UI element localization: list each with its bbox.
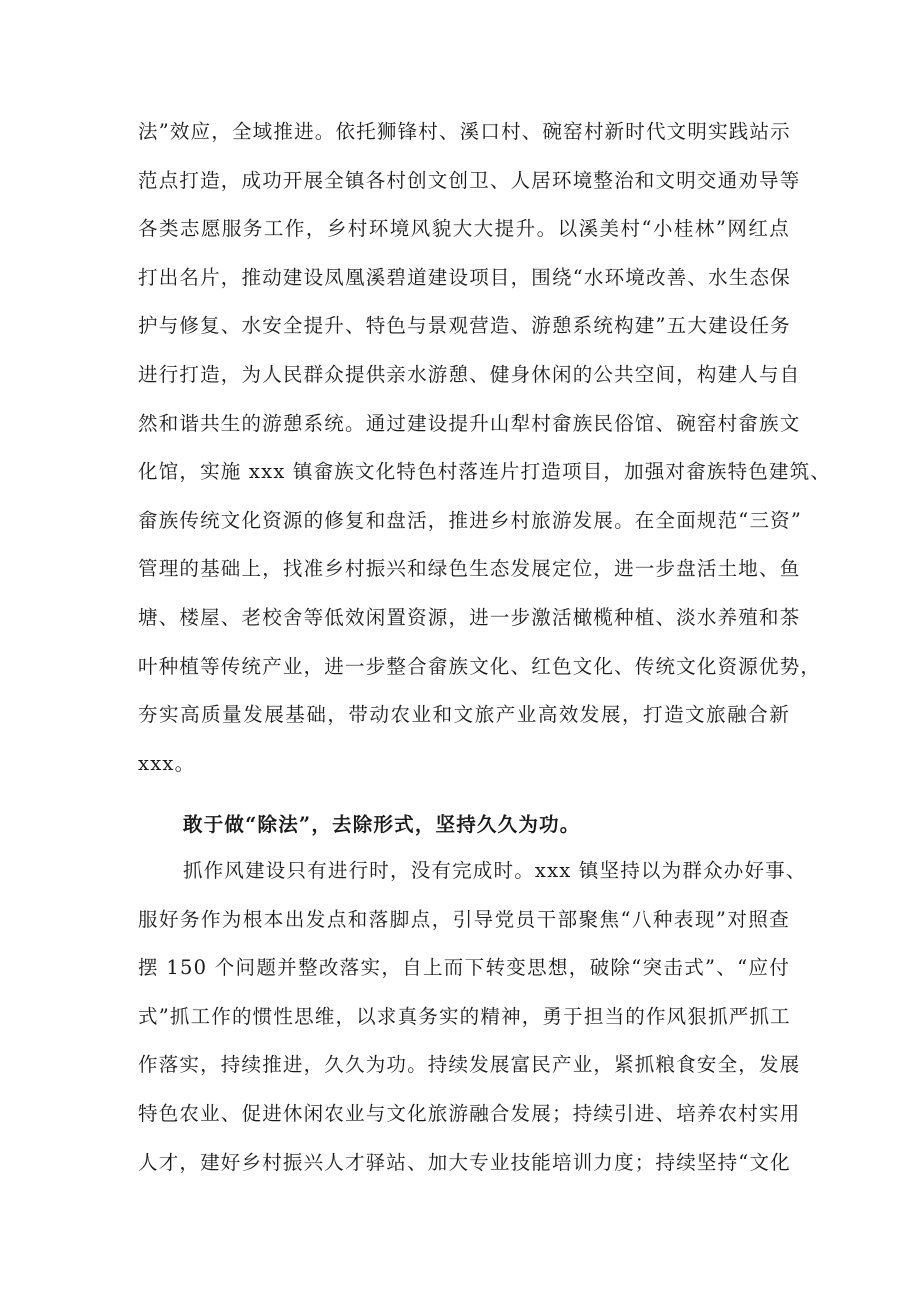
text-line: 打出名片，推动建设凤凰溪碧道建设项目，围绕“水环境改善、水生态保 [138, 265, 791, 289]
text-line: 塘、楼屋、老校舍等低效闲置资源，进一步激活橄榄种植、淡水养殖和茶 [138, 605, 801, 629]
text-line: 畲族传统文化资源的修复和盘活，推进乡村旅游发展。在全面规范“三资” [138, 508, 803, 532]
text-line: 进行打造，为人民群众提供亲水游憩、健身休闲的公共空间，构建人与自 [138, 362, 801, 386]
section-heading: 敢于做“除法”，去除形式，坚持久久为功。 [183, 813, 581, 836]
paragraph-1 [138, 108, 832, 788]
text-line: xxx。 [138, 751, 196, 775]
text-line: 夯实高质量发展基础，带动农业和文旅产业高效发展，打造文旅融合新 [138, 703, 790, 727]
text-line: 然和谐共生的游憩系统。通过建设提升山犁村畲族民俗馆、碗窑村畲族文 [138, 411, 801, 435]
text-line: 叶种植等传统产业，进一步整合畲族文化、红色文化、传统文化资源优势， [138, 654, 822, 678]
text-line: 摆 150 个问题并整改落实，自上而下转变思想，破除“突击式”、“应付 [138, 956, 790, 980]
text-line: 管理的基础上，找准乡村振兴和绿色生态发展定位，进一步盘活土地、鱼 [138, 557, 801, 581]
text-line: 式”抓工作的惯性思维，以求真务实的精神，勇于担当的作风狠抓严抓工 [138, 1004, 791, 1028]
text-line: 抓作风建设只有进行时，没有完成时。xxx 镇坚持以为群众办好事、 [183, 859, 807, 882]
text-line: 人才，建好乡村振兴人才驿站、加大专业技能培训力度；持续坚持“文化 [138, 1150, 791, 1174]
text-line: 化馆，实施 xxx 镇畲族文化特色村落连片打造项目，加强对畲族特色建筑、 [138, 460, 832, 484]
text-line: 各类志愿服务工作，乡村环境风貌大大提升。以溪美村“小桂林”网红点 [138, 217, 790, 241]
text-line: 护与修复、水安全提升、特色与景观营造、游憩系统构建”五大建设任务 [138, 314, 791, 338]
text-line: 服好务作为根本出发点和落脚点，引导党员干部聚焦“八种表现”对照查 [138, 907, 790, 931]
paragraph-2 [138, 847, 807, 1187]
text-line: 法”效应，全域推进。依托狮锋村、溪口村、碗窑村新时代文明实践站示 [138, 120, 791, 143]
text-line: 特色农业、促进休闲农业与文化旅游融合发展；持续引进、培养农村实用 [138, 1101, 801, 1125]
text-line: 作落实，持续推进，久久为功。持续发展富民产业，紧抓粮食安全，发展 [138, 1053, 801, 1077]
text-line: 范点打造，成功开展全镇各村创文创卫、人居环境整治和文明交通劝导等 [138, 168, 801, 192]
